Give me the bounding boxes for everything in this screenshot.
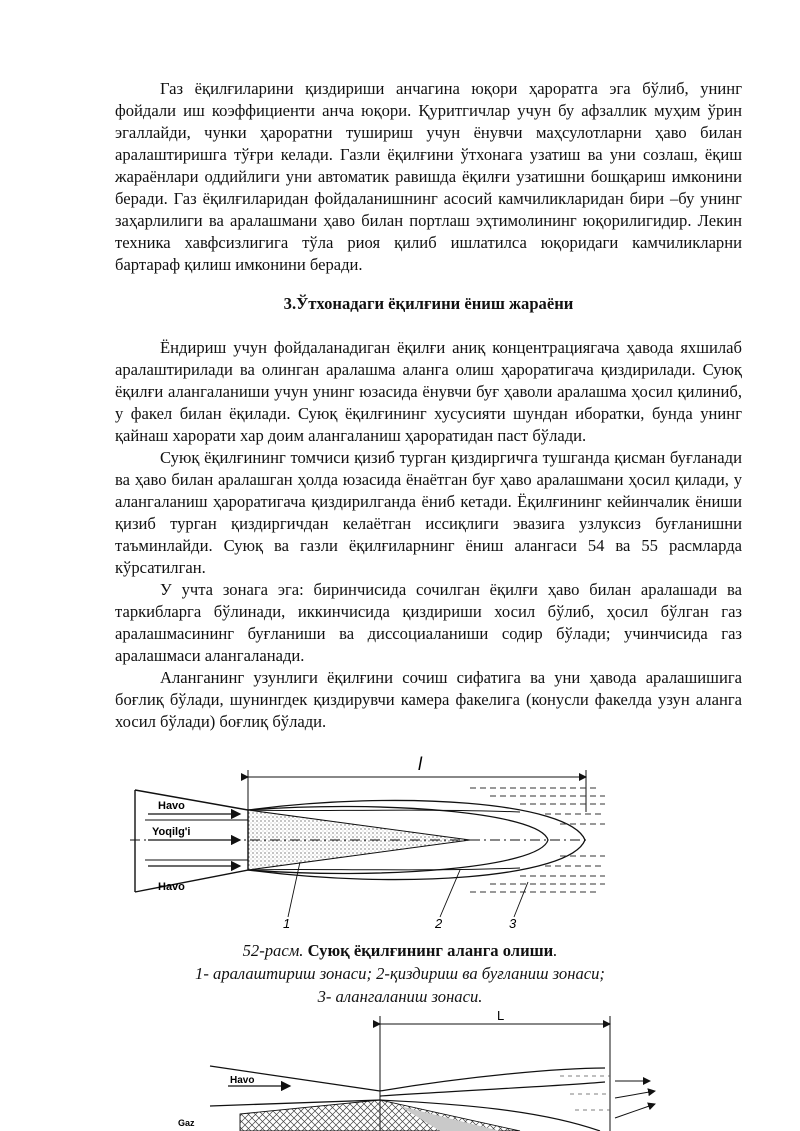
air-bottom-label: Havo <box>158 881 185 893</box>
section-heading: 3.Ўтхонадаги ёқилғини ёниш жараёни <box>283 294 574 313</box>
zone-1-label: 1 <box>283 916 291 931</box>
paragraph-2: Суюқ ёқилғининг томчиси қизиб турган қиздиргичга тушганда қисман буғланади ва ҳаво билан аралашган ҳолда юзасида ёнаётган буғ ҳаво аралашмани ҳосил қилади, у алангаланиш ҳароратигача қиздирилганда ёниб кетади. Ёқилғининг кейинчалик ёниши қизиб турган қиздиргичдан келаётган иссиқлиги эвазига узлуксиз буғланишни таъминлайди. Суюқ ва газли ёқилғиларнинг ёниш алангаси 54 ва 55 расмларда кўрсатилган. <box>115 448 742 577</box>
paragraph-intro: Газ ёқилғиларини қиздириши анчагина юқори ҳароратга эга бўлиб, унинг фойдали иш коэффициенти анча юқори. Қуритгичлар учун бу афзаллик муҳим ўрин эгаллайди, чунки ҳароратни тушириш учун ёнувчи маҳсулотларни ҳаво билан аралаштиришга тўғри келади. Газли ёқилғини ўтхонага узатиш ва уни созлаш, ёқиш жараёнлари оддийлиги уни автоматик равишда ёқилғи узатишни бошқариш имконини беради. Газ ёқилғиларидан фойдаланишнинг асосий камчиликларидан бири –бу унинг заҳарлилиги ва аралашмани ҳаво билан портлаш эҳтимолининг юқорилигидир. Лекин техника хавфсизлигига тўла риоя қилиб ишлатилса юқоридаги камчиликларни бартараф қилиш имконини беради. <box>115 79 742 274</box>
figure-caption-title <box>0 940 800 962</box>
caption-title-end: . <box>553 941 558 960</box>
figure-caption-line3: 3- алангаланиш зонаси. <box>317 987 483 1006</box>
zone-2-label: 2 <box>435 916 443 931</box>
air-top-label: Havo <box>158 800 185 812</box>
main-text <box>115 337 742 733</box>
figure-53-gas-flame-diagram <box>0 1006 800 1131</box>
fuel-label: Yoqilg'i <box>152 826 191 838</box>
length-label-2: L <box>497 1008 505 1023</box>
intro-text <box>115 78 742 276</box>
zone-3-label: 3 <box>509 916 517 931</box>
length-label: l <box>418 754 422 774</box>
air-label-2: Havo <box>230 1075 255 1086</box>
paragraph-3: У учта зонага эга: биринчисида сочилган ёқилғи ҳаво билан аралашади ва таркибларга бўлинади, иккинчисида қиздириши хосил бўлиб, ҳосил бўлган газ аралашмасининг буғланиши ва диссоциаланиши содир бўлади; учинчисида газ аралашмаси алангаланади. <box>115 580 742 665</box>
caption-title: Суюқ ёқилғининг аланга олиши <box>307 941 554 960</box>
paragraph-1: Ёндириш учун фойдаланадиган ёқилғи аниқ концентрациягача ҳавода яхшилаб аралаштирилади ва олинган аралашма аланга олиш ҳароратигача қиздирилади. Суюқ ёқилғи алангаланиши учун унинг юзасида ёнувчи буғ ҳаволи аралашма ҳосил қилиниб, у факел билан ёқилади. Суюқ ёқилғининг хусусияти шундан иборатки, бунда унинг қайнаш харорати хар доим алангаланиш ҳароратидан паст бўлади. <box>115 338 742 445</box>
section-heading-block <box>115 293 742 315</box>
paragraph-4: Аланганинг узунлиги ёқилғини сочиш сифатига ва уни ҳавода аралашишига боғлиқ бўлади, шунингдек қиздирувчи камера факелига (конусли факелда узун аланга хосил бўлади) боғлиқ бўлади. <box>115 668 742 731</box>
figure-caption-line2: 1- аралаштириш зонаси; 2-қиздириш ва буғланиш зонаси; <box>195 964 605 983</box>
gas-label: Gaz <box>178 1118 195 1128</box>
figure-52-flame-diagram <box>0 752 800 932</box>
caption-number: 52-расм. <box>242 941 304 960</box>
